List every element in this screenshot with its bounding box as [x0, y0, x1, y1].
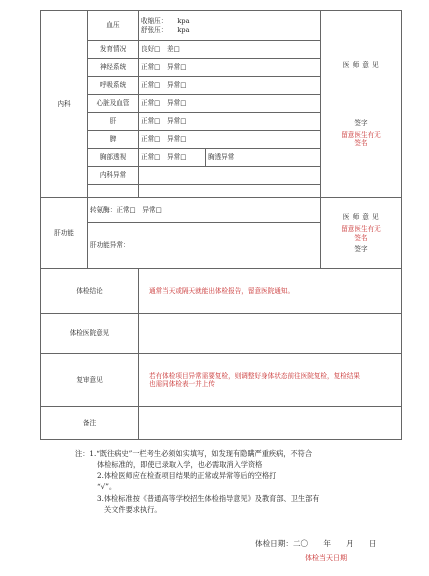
row-value-chest: 正常□ 异常□: [139, 149, 206, 167]
row-value-respiratory: 正常□ 异常□: [139, 77, 321, 95]
neike-spacer: [88, 185, 139, 198]
row-label-chest: 胸部透视: [88, 149, 139, 167]
remarks-value: [139, 407, 402, 440]
note-line-2: 体检标准的，即使已录取入学，也必需取消入学资格: [97, 460, 263, 470]
row-label-cardio: 心脏及血管: [88, 95, 139, 113]
row-label-spleen: 脾: [88, 131, 139, 149]
liver-section-label: 肝功能: [41, 198, 88, 269]
bp-values: 收缩压： kpa 舒张压： kpa: [139, 11, 321, 41]
row-value-spleen: 正常□ 异常□: [139, 131, 321, 149]
row-value-nerve: 正常□ 异常□: [139, 59, 321, 77]
conclusion-label: 体检结论: [41, 269, 139, 314]
neike-abnormal-value: [139, 167, 321, 185]
liver-enzyme: 转氨酶：正常□ 异常□: [88, 198, 321, 223]
row-label-nerve: 神经系统: [88, 59, 139, 77]
hospital-opinion-value: [139, 314, 402, 354]
chest-abnormal-label: 胸透异常: [206, 149, 321, 167]
exam-date: 体检日期：二〇 年 月 日: [255, 539, 377, 548]
neike-section-label: 内科: [41, 11, 88, 198]
conclusion-note: 通常当天或隔天就能出体检报告，留意医院通知。: [139, 269, 402, 314]
note-line-1: 注：1.“既往病史”一栏考生必须如实填写，如发现有隐瞒严重疾病，不符合: [75, 449, 313, 458]
note-line-4: “√”。: [97, 482, 117, 492]
note-line-3: 2.体检医师应在检查项目结果的正常或异常等后的空格打: [97, 471, 277, 481]
row-value-development: 良好□ 差□: [139, 41, 321, 59]
row-value-liver: 正常□ 异常□: [139, 113, 321, 131]
neike-doctor-opinion: 医 师 意 见 签字 留意医生有无签名: [321, 11, 402, 198]
hospital-opinion-label: 体检医院意见: [41, 314, 139, 354]
note-line-5: 3.体检标准按《普通高等学校招生体检指导意见》及教育部、卫生部有: [97, 493, 320, 503]
remarks-label: 备注: [41, 407, 139, 440]
row-label-liver: 肝: [88, 113, 139, 131]
recheck-label: 复审意见: [41, 354, 139, 407]
recheck-note: 若有体检项目异常需要复检，则调整好身体状态前往医院复检，复检结果也需同体检表一并上传: [139, 354, 402, 407]
bp-label: 血压: [88, 11, 139, 41]
row-value-cardio: 正常□ 异常□: [139, 95, 321, 113]
footnotes: [75, 448, 390, 515]
liver-abnormal: 肝功能异常：: [88, 223, 321, 269]
neike-abnormal-label: 内科异常: [88, 167, 139, 185]
note-line-6: 关文件要求执行。: [104, 504, 162, 514]
liver-doctor-opinion: 医 师 意 见 留意医生有无签名 签字: [321, 198, 402, 269]
neike-spacer-value: [139, 185, 321, 198]
exam-date-note: 体检当天日期: [305, 554, 347, 562]
row-label-development: 发育情况: [88, 41, 139, 59]
health-check-form: [40, 10, 402, 440]
row-label-respiratory: 呼吸系统: [88, 77, 139, 95]
